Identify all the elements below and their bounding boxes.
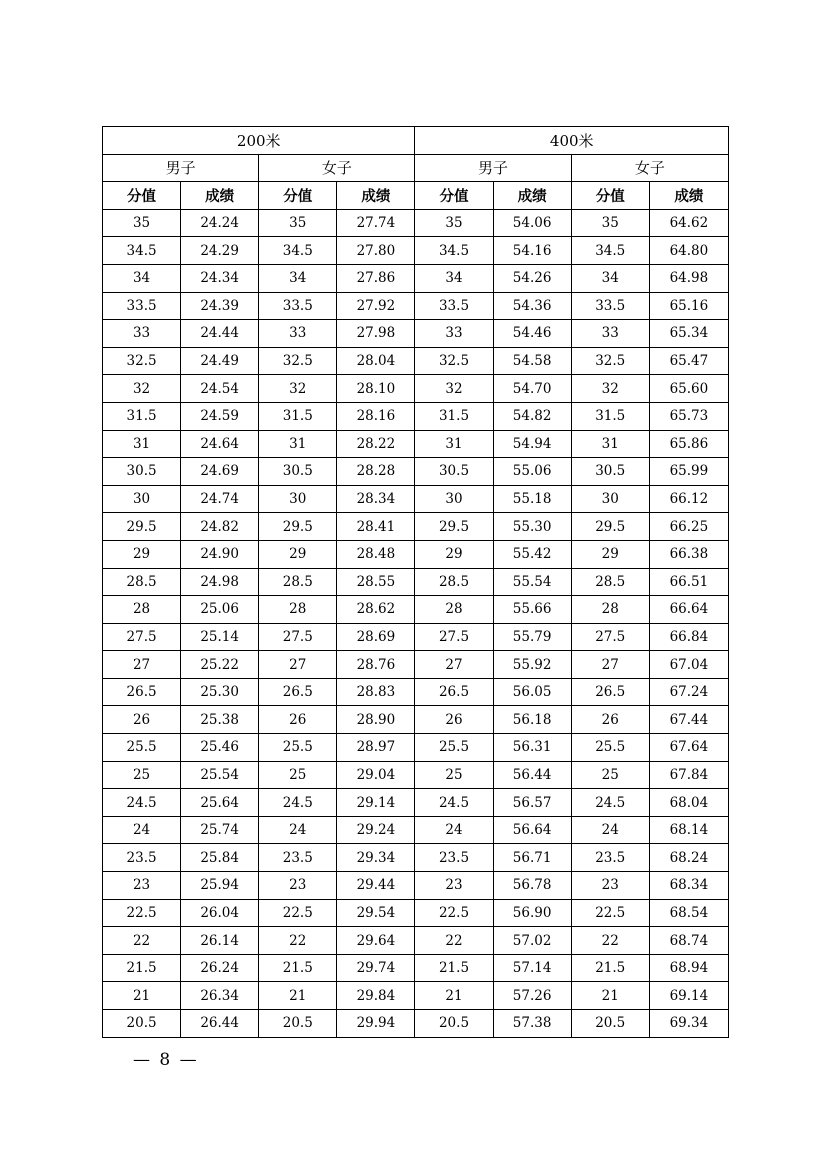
result-time-cell: 65.73	[649, 402, 728, 430]
table-row	[103, 678, 729, 706]
result-time-cell: 24.29	[181, 237, 259, 265]
score-value-cell: 22	[415, 927, 493, 955]
result-time-cell: 25.06	[181, 596, 259, 624]
result-time-cell: 68.14	[649, 816, 728, 844]
score-value-cell: 24	[259, 816, 337, 844]
score-value-cell: 23	[415, 872, 493, 900]
score-value-cell: 30.5	[415, 458, 493, 486]
score-value-cell: 28.5	[103, 568, 181, 596]
score-value-cell: 26.5	[571, 678, 649, 706]
table-row	[103, 734, 729, 762]
result-time-cell: 65.47	[649, 347, 728, 375]
table-row	[103, 816, 729, 844]
result-time-cell: 55.06	[493, 458, 571, 486]
table-row	[103, 402, 729, 430]
result-time-cell: 68.74	[649, 927, 728, 955]
score-value-cell: 34.5	[571, 237, 649, 265]
result-time-cell: 28.83	[337, 678, 415, 706]
score-value-cell: 31.5	[571, 402, 649, 430]
score-value-cell: 30	[415, 485, 493, 513]
score-value-cell: 23.5	[571, 844, 649, 872]
score-value-cell: 30.5	[259, 458, 337, 486]
event-400m: 400米	[415, 127, 729, 155]
result-time-cell: 24.90	[181, 540, 259, 568]
gender-200m-female: 女子	[259, 154, 415, 182]
result-time-cell: 28.90	[337, 706, 415, 734]
result-time-cell: 54.70	[493, 375, 571, 403]
event-200m: 200米	[103, 127, 415, 155]
score-value-cell: 22.5	[571, 899, 649, 927]
result-time-cell: 54.26	[493, 264, 571, 292]
score-value-cell: 26.5	[415, 678, 493, 706]
score-value-cell: 20.5	[415, 1010, 493, 1038]
result-time-cell: 24.59	[181, 402, 259, 430]
result-time-cell: 57.38	[493, 1010, 571, 1038]
score-value-cell: 23.5	[259, 844, 337, 872]
table-row	[103, 706, 729, 734]
table-row	[103, 982, 729, 1010]
table-row	[103, 430, 729, 458]
result-time-cell: 55.18	[493, 485, 571, 513]
result-time-cell: 65.34	[649, 320, 728, 348]
result-time-cell: 28.41	[337, 513, 415, 541]
score-value-cell: 33	[259, 320, 337, 348]
score-value-cell: 26	[103, 706, 181, 734]
result-time-cell: 55.92	[493, 651, 571, 679]
score-value-cell: 29.5	[259, 513, 337, 541]
score-value-cell: 28	[103, 596, 181, 624]
score-value-cell: 22.5	[415, 899, 493, 927]
score-value-cell: 29.5	[571, 513, 649, 541]
gender-400m-female: 女子	[571, 154, 728, 182]
result-time-cell: 64.98	[649, 264, 728, 292]
score-value-cell: 23	[259, 872, 337, 900]
result-time-cell: 28.10	[337, 375, 415, 403]
result-time-cell: 24.82	[181, 513, 259, 541]
score-value-cell: 33.5	[415, 292, 493, 320]
table-row	[103, 513, 729, 541]
result-time-cell: 54.06	[493, 209, 571, 237]
score-value-cell: 24	[103, 816, 181, 844]
result-time-cell: 28.48	[337, 540, 415, 568]
score-value-cell: 31	[571, 430, 649, 458]
score-value-cell: 33.5	[259, 292, 337, 320]
result-time-cell: 56.71	[493, 844, 571, 872]
score-value-cell: 34	[103, 264, 181, 292]
score-value-cell: 29	[571, 540, 649, 568]
column-header: 分值	[259, 182, 337, 210]
result-time-cell: 66.51	[649, 568, 728, 596]
result-time-cell: 65.60	[649, 375, 728, 403]
score-value-cell: 23.5	[103, 844, 181, 872]
result-time-cell: 57.02	[493, 927, 571, 955]
result-time-cell: 56.18	[493, 706, 571, 734]
score-value-cell: 29	[259, 540, 337, 568]
result-time-cell: 27.86	[337, 264, 415, 292]
result-time-cell: 25.22	[181, 651, 259, 679]
result-time-cell: 25.74	[181, 816, 259, 844]
score-value-cell: 21	[571, 982, 649, 1010]
score-value-cell: 28.5	[571, 568, 649, 596]
column-header: 分值	[415, 182, 493, 210]
table-row	[103, 292, 729, 320]
result-time-cell: 26.14	[181, 927, 259, 955]
result-time-cell: 56.05	[493, 678, 571, 706]
score-value-cell: 32.5	[103, 347, 181, 375]
score-value-cell: 21	[259, 982, 337, 1010]
table-row	[103, 761, 729, 789]
result-time-cell: 68.04	[649, 789, 728, 817]
result-time-cell: 28.97	[337, 734, 415, 762]
score-value-cell: 20.5	[571, 1010, 649, 1038]
table-row	[103, 954, 729, 982]
result-time-cell: 27.92	[337, 292, 415, 320]
result-time-cell: 28.16	[337, 402, 415, 430]
score-value-cell: 27	[259, 651, 337, 679]
result-time-cell: 25.38	[181, 706, 259, 734]
result-time-cell: 57.26	[493, 982, 571, 1010]
score-value-cell: 33	[571, 320, 649, 348]
score-value-cell: 27.5	[259, 623, 337, 651]
table-row	[103, 209, 729, 237]
result-time-cell: 66.64	[649, 596, 728, 624]
result-time-cell: 25.94	[181, 872, 259, 900]
score-value-cell: 21.5	[571, 954, 649, 982]
result-time-cell: 64.80	[649, 237, 728, 265]
score-value-cell: 26	[415, 706, 493, 734]
result-time-cell: 28.28	[337, 458, 415, 486]
result-time-cell: 68.54	[649, 899, 728, 927]
result-time-cell: 65.86	[649, 430, 728, 458]
score-value-cell: 22	[571, 927, 649, 955]
score-value-cell: 20.5	[259, 1010, 337, 1038]
result-time-cell: 28.22	[337, 430, 415, 458]
table-row	[103, 1010, 729, 1038]
score-value-cell: 32	[571, 375, 649, 403]
result-time-cell: 24.34	[181, 264, 259, 292]
table-row	[103, 568, 729, 596]
result-time-cell: 66.25	[649, 513, 728, 541]
result-time-cell: 29.74	[337, 954, 415, 982]
score-value-cell: 35	[103, 209, 181, 237]
score-value-cell: 32.5	[259, 347, 337, 375]
score-value-cell: 33.5	[103, 292, 181, 320]
result-time-cell: 67.04	[649, 651, 728, 679]
score-value-cell: 24.5	[259, 789, 337, 817]
score-value-cell: 25	[571, 761, 649, 789]
score-table-body	[103, 209, 729, 1037]
result-time-cell: 24.49	[181, 347, 259, 375]
result-time-cell: 67.64	[649, 734, 728, 762]
score-value-cell: 29.5	[103, 513, 181, 541]
result-time-cell: 24.69	[181, 458, 259, 486]
table-row	[103, 264, 729, 292]
column-header: 成绩	[181, 182, 259, 210]
score-value-cell: 22.5	[259, 899, 337, 927]
score-value-cell: 31.5	[259, 402, 337, 430]
score-value-cell: 34	[415, 264, 493, 292]
score-value-cell: 27	[571, 651, 649, 679]
gender-400m-male: 男子	[415, 154, 571, 182]
result-time-cell: 25.46	[181, 734, 259, 762]
score-value-cell: 33	[103, 320, 181, 348]
result-time-cell: 64.62	[649, 209, 728, 237]
column-header: 分值	[103, 182, 181, 210]
score-value-cell: 22.5	[103, 899, 181, 927]
result-time-cell: 28.62	[337, 596, 415, 624]
score-value-cell: 31	[415, 430, 493, 458]
result-time-cell: 56.90	[493, 899, 571, 927]
score-value-cell: 32	[259, 375, 337, 403]
table-row	[103, 872, 729, 900]
score-value-cell: 33.5	[571, 292, 649, 320]
score-value-cell: 30.5	[571, 458, 649, 486]
result-time-cell: 27.74	[337, 209, 415, 237]
table-row	[103, 485, 729, 513]
column-header: 成绩	[649, 182, 728, 210]
result-time-cell: 28.69	[337, 623, 415, 651]
score-value-cell: 34	[259, 264, 337, 292]
result-time-cell: 27.98	[337, 320, 415, 348]
score-value-cell: 25.5	[103, 734, 181, 762]
score-value-cell: 28	[259, 596, 337, 624]
score-value-cell: 30	[259, 485, 337, 513]
score-value-cell: 24	[571, 816, 649, 844]
result-time-cell: 65.16	[649, 292, 728, 320]
score-value-cell: 25	[259, 761, 337, 789]
result-time-cell: 66.12	[649, 485, 728, 513]
result-time-cell: 57.14	[493, 954, 571, 982]
table-row	[103, 375, 729, 403]
gender-200m-male: 男子	[103, 154, 259, 182]
result-time-cell: 54.36	[493, 292, 571, 320]
score-value-cell: 21	[415, 982, 493, 1010]
result-time-cell: 55.42	[493, 540, 571, 568]
result-time-cell: 54.94	[493, 430, 571, 458]
score-value-cell: 25.5	[415, 734, 493, 762]
event-header-row	[103, 127, 729, 155]
table-row	[103, 623, 729, 651]
result-time-cell: 65.99	[649, 458, 728, 486]
table-row	[103, 540, 729, 568]
score-value-cell: 25	[415, 761, 493, 789]
score-value-cell: 25.5	[259, 734, 337, 762]
result-time-cell: 29.84	[337, 982, 415, 1010]
score-value-cell: 27.5	[415, 623, 493, 651]
result-time-cell: 56.44	[493, 761, 571, 789]
result-time-cell: 69.34	[649, 1010, 728, 1038]
table-row	[103, 596, 729, 624]
score-value-cell: 29	[415, 540, 493, 568]
table-row	[103, 237, 729, 265]
score-value-cell: 28	[571, 596, 649, 624]
result-time-cell: 66.38	[649, 540, 728, 568]
result-time-cell: 28.34	[337, 485, 415, 513]
table-row	[103, 458, 729, 486]
score-value-cell: 23.5	[415, 844, 493, 872]
result-time-cell: 67.44	[649, 706, 728, 734]
score-value-cell: 35	[571, 209, 649, 237]
result-time-cell: 55.30	[493, 513, 571, 541]
score-value-cell: 26	[571, 706, 649, 734]
score-value-cell: 27	[103, 651, 181, 679]
result-time-cell: 54.58	[493, 347, 571, 375]
result-time-cell: 69.14	[649, 982, 728, 1010]
score-value-cell: 26.5	[103, 678, 181, 706]
score-value-cell: 20.5	[103, 1010, 181, 1038]
column-header: 分值	[571, 182, 649, 210]
column-header-row	[103, 182, 729, 210]
table-row	[103, 844, 729, 872]
result-time-cell: 56.31	[493, 734, 571, 762]
result-time-cell: 25.14	[181, 623, 259, 651]
score-value-cell: 21.5	[415, 954, 493, 982]
score-value-cell: 24.5	[415, 789, 493, 817]
result-time-cell: 25.84	[181, 844, 259, 872]
result-time-cell: 29.04	[337, 761, 415, 789]
result-time-cell: 28.76	[337, 651, 415, 679]
result-time-cell: 26.44	[181, 1010, 259, 1038]
score-value-cell: 35	[415, 209, 493, 237]
score-value-cell: 22	[103, 927, 181, 955]
result-time-cell: 24.39	[181, 292, 259, 320]
score-value-cell: 26	[259, 706, 337, 734]
gender-header-row	[103, 154, 729, 182]
column-header: 成绩	[493, 182, 571, 210]
result-time-cell: 29.94	[337, 1010, 415, 1038]
result-time-cell: 54.82	[493, 402, 571, 430]
result-time-cell: 24.54	[181, 375, 259, 403]
score-value-cell: 23	[103, 872, 181, 900]
score-value-cell: 21	[103, 982, 181, 1010]
result-time-cell: 55.79	[493, 623, 571, 651]
result-time-cell: 24.24	[181, 209, 259, 237]
result-time-cell: 68.94	[649, 954, 728, 982]
score-value-cell: 31	[259, 430, 337, 458]
table-row	[103, 347, 729, 375]
score-value-cell: 31.5	[103, 402, 181, 430]
score-value-cell: 27.5	[103, 623, 181, 651]
score-value-cell: 23	[571, 872, 649, 900]
column-header: 成绩	[337, 182, 415, 210]
result-time-cell: 68.34	[649, 872, 728, 900]
result-time-cell: 24.74	[181, 485, 259, 513]
table-row	[103, 789, 729, 817]
result-time-cell: 29.14	[337, 789, 415, 817]
result-time-cell: 24.44	[181, 320, 259, 348]
result-time-cell: 24.64	[181, 430, 259, 458]
score-value-cell: 32.5	[415, 347, 493, 375]
result-time-cell: 26.34	[181, 982, 259, 1010]
score-value-cell: 31.5	[415, 402, 493, 430]
score-value-cell: 21.5	[259, 954, 337, 982]
score-value-cell: 32.5	[571, 347, 649, 375]
result-time-cell: 56.64	[493, 816, 571, 844]
score-value-cell: 26.5	[259, 678, 337, 706]
result-time-cell: 25.54	[181, 761, 259, 789]
table-row	[103, 320, 729, 348]
table-row	[103, 927, 729, 955]
result-time-cell: 54.46	[493, 320, 571, 348]
score-value-cell: 30	[571, 485, 649, 513]
result-time-cell: 29.54	[337, 899, 415, 927]
score-value-cell: 28.5	[415, 568, 493, 596]
result-time-cell: 25.64	[181, 789, 259, 817]
score-value-cell: 24.5	[103, 789, 181, 817]
result-time-cell: 26.04	[181, 899, 259, 927]
score-value-cell: 28	[415, 596, 493, 624]
score-value-cell: 34.5	[415, 237, 493, 265]
result-time-cell: 27.80	[337, 237, 415, 265]
result-time-cell: 29.44	[337, 872, 415, 900]
score-table	[102, 126, 729, 1038]
result-time-cell: 24.98	[181, 568, 259, 596]
score-value-cell: 34.5	[259, 237, 337, 265]
score-value-cell: 25	[103, 761, 181, 789]
result-time-cell: 67.84	[649, 761, 728, 789]
score-value-cell: 28.5	[259, 568, 337, 596]
score-value-cell: 32	[103, 375, 181, 403]
result-time-cell: 29.24	[337, 816, 415, 844]
table-row	[103, 899, 729, 927]
result-time-cell: 55.54	[493, 568, 571, 596]
result-time-cell: 28.04	[337, 347, 415, 375]
score-value-cell: 21.5	[103, 954, 181, 982]
result-time-cell: 56.57	[493, 789, 571, 817]
score-value-cell: 29.5	[415, 513, 493, 541]
score-value-cell: 33	[415, 320, 493, 348]
result-time-cell: 55.66	[493, 596, 571, 624]
result-time-cell: 29.34	[337, 844, 415, 872]
score-value-cell: 25.5	[571, 734, 649, 762]
score-value-cell: 29	[103, 540, 181, 568]
result-time-cell: 67.24	[649, 678, 728, 706]
score-value-cell: 30.5	[103, 458, 181, 486]
score-value-cell: 27.5	[571, 623, 649, 651]
score-value-cell: 34.5	[103, 237, 181, 265]
result-time-cell: 68.24	[649, 844, 728, 872]
result-time-cell: 66.84	[649, 623, 728, 651]
score-value-cell: 27	[415, 651, 493, 679]
result-time-cell: 28.55	[337, 568, 415, 596]
result-time-cell: 29.64	[337, 927, 415, 955]
result-time-cell: 56.78	[493, 872, 571, 900]
table-row	[103, 651, 729, 679]
result-time-cell: 26.24	[181, 954, 259, 982]
result-time-cell: 54.16	[493, 237, 571, 265]
page-number: — 8 —	[133, 1050, 199, 1070]
score-value-cell: 35	[259, 209, 337, 237]
score-value-cell: 22	[259, 927, 337, 955]
score-value-cell: 24	[415, 816, 493, 844]
result-time-cell: 25.30	[181, 678, 259, 706]
score-value-cell: 30	[103, 485, 181, 513]
score-value-cell: 24.5	[571, 789, 649, 817]
score-value-cell: 31	[103, 430, 181, 458]
score-value-cell: 32	[415, 375, 493, 403]
score-value-cell: 34	[571, 264, 649, 292]
